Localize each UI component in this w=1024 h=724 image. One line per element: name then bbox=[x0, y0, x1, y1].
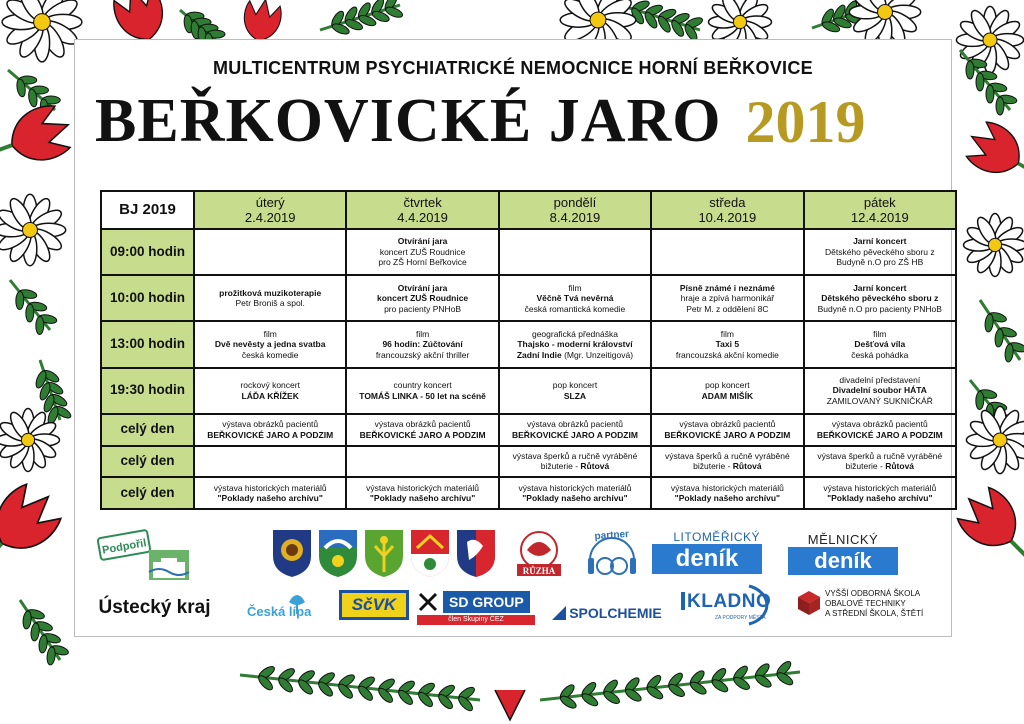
sd-group-sub: člen Skupiny ČEZ bbox=[417, 615, 535, 625]
cell-text: Zadní Indie bbox=[516, 349, 562, 360]
cell-line bbox=[502, 350, 648, 361]
red-tulip-icon bbox=[0, 476, 69, 580]
day-header-2 bbox=[346, 191, 498, 229]
program-cell bbox=[346, 321, 498, 367]
cell-text: pro pacienty PNHoB bbox=[384, 303, 462, 314]
program-cell bbox=[346, 477, 498, 509]
cell-text: Taxi 5 bbox=[715, 339, 740, 350]
program-cell bbox=[651, 229, 803, 275]
podporil-emblem-icon bbox=[97, 528, 192, 582]
cell-line bbox=[502, 304, 648, 315]
cell-text: rockový koncert bbox=[240, 380, 300, 391]
row-time-label: celý den bbox=[101, 477, 194, 509]
cell-line bbox=[349, 293, 495, 304]
daisy-flower-icon bbox=[2, 0, 82, 62]
cell-text: TOMÁŠ LINKA - 50 let na scéně bbox=[359, 390, 486, 401]
coat-of-arms-icon-5 bbox=[457, 530, 495, 577]
cell-line bbox=[502, 461, 648, 472]
day-date: 4.4.2019 bbox=[397, 210, 448, 225]
cell-text: výstava obrázků pacientů bbox=[831, 419, 928, 430]
cell-text: film bbox=[568, 282, 582, 293]
day-date: 2.4.2019 bbox=[244, 210, 296, 225]
program-cell bbox=[804, 275, 956, 321]
partner-text: partner bbox=[594, 528, 630, 543]
cell-text: geografická přednáška bbox=[531, 328, 618, 339]
cell-line bbox=[502, 451, 648, 462]
cell-text: výstava historických materiálů bbox=[213, 482, 327, 493]
day-name: úterý bbox=[255, 195, 285, 210]
cell-line bbox=[349, 247, 495, 258]
daisy-flower-icon bbox=[956, 6, 1023, 73]
cell-text: "Poklady našeho archívu" bbox=[217, 493, 323, 504]
cell-line bbox=[654, 451, 800, 462]
day-date: 8.4.2019 bbox=[549, 210, 601, 225]
partner-emblem-icon bbox=[582, 524, 642, 586]
cell-text: country koncert bbox=[393, 380, 452, 391]
cell-text: Petr Broniš a spol. bbox=[235, 298, 305, 309]
program-cell bbox=[499, 446, 651, 478]
cell-line bbox=[502, 339, 648, 350]
table-row bbox=[101, 477, 956, 509]
melnicky-denik-logo bbox=[788, 532, 898, 580]
cell-text: SLZA bbox=[563, 390, 587, 401]
program-cell bbox=[804, 321, 956, 367]
program-cell bbox=[651, 477, 803, 509]
coat-of-arms-icon-1 bbox=[273, 530, 311, 577]
cell-text: "Poklady našeho archívu" bbox=[827, 493, 933, 504]
cell-line bbox=[349, 493, 495, 504]
daisy-flower-icon bbox=[966, 406, 1024, 473]
cell-line bbox=[502, 430, 648, 441]
cell-line bbox=[654, 380, 800, 391]
vos-cube-icon bbox=[797, 590, 821, 616]
cell-text: bižuterie - bbox=[540, 461, 581, 472]
cell-text: Otvírání jara bbox=[397, 282, 448, 293]
cell-line bbox=[654, 419, 800, 430]
program-cell bbox=[804, 446, 956, 478]
table-header-row bbox=[101, 191, 956, 229]
cell-text: Dešťová víla bbox=[854, 339, 906, 350]
cell-text: výstava šperků a ručně vyráběné bbox=[817, 450, 943, 461]
cell-line bbox=[807, 329, 953, 340]
podporil-logo bbox=[97, 528, 192, 582]
cell-line bbox=[807, 236, 953, 247]
title-block bbox=[95, 86, 865, 157]
cell-line bbox=[197, 298, 343, 309]
table-row bbox=[101, 229, 956, 275]
kladno-label: KLADNO bbox=[687, 591, 772, 612]
cell-text: BEŘKOVICKÉ JARO A PODZIM bbox=[512, 429, 638, 440]
red-tulip-icon bbox=[960, 116, 1024, 194]
cell-text: výstava historických materiálů bbox=[823, 482, 937, 493]
cell-line bbox=[654, 430, 800, 441]
cell-line bbox=[807, 483, 953, 494]
cell-text: výstava obrázků pacientů bbox=[222, 419, 319, 430]
cell-line bbox=[349, 430, 495, 441]
coat-of-arms-icon-3 bbox=[365, 530, 403, 577]
litomericky-denik-label: deník bbox=[652, 544, 762, 574]
cell-line bbox=[654, 391, 800, 402]
cell-text: výstava šperků a ručně vyráběné bbox=[512, 450, 638, 461]
program-cell bbox=[194, 321, 346, 367]
program-cell bbox=[194, 275, 346, 321]
day-header-3 bbox=[499, 191, 651, 229]
cell-text-extra: Růtová bbox=[580, 461, 610, 472]
cell-text: francouzský akční thriller bbox=[375, 349, 470, 360]
cell-text: ZAMILOVANÝ SUKNIČKÁŘ bbox=[826, 395, 933, 406]
table-row bbox=[101, 368, 956, 414]
cell-line bbox=[807, 461, 953, 472]
program-cell bbox=[651, 368, 803, 414]
cell-line bbox=[654, 493, 800, 504]
scvk-logo: SčVK bbox=[339, 590, 409, 620]
program-cell bbox=[499, 477, 651, 509]
cell-text: Dětského pěveckého sboru z bbox=[821, 293, 939, 304]
row-time-label: 10:00 hodin bbox=[101, 275, 194, 321]
cell-line bbox=[349, 483, 495, 494]
cell-line bbox=[349, 350, 495, 361]
melnicky-label: MĚLNICKÝ bbox=[807, 532, 879, 547]
cell-text: koncert ZUŠ Roudnice bbox=[379, 246, 466, 257]
event-year: 2019 bbox=[745, 89, 866, 155]
table-corner-label: BJ 2019 bbox=[101, 191, 194, 229]
program-cell bbox=[499, 414, 651, 446]
cell-text: divadelní představení bbox=[839, 374, 921, 385]
cell-text: prožitková muzikoterapie bbox=[219, 287, 322, 298]
day-header-1 bbox=[194, 191, 346, 229]
cell-line bbox=[807, 385, 953, 396]
ceska-lipa-emblem-icon bbox=[245, 588, 329, 622]
day-date: 10.4.2019 bbox=[698, 210, 757, 225]
cell-line bbox=[502, 293, 648, 304]
cell-line bbox=[807, 339, 953, 350]
cell-text: výstava obrázků pacientů bbox=[374, 419, 471, 430]
day-name: čtvrtek bbox=[403, 195, 442, 210]
ceska-lipa-text: Česká lípa bbox=[247, 604, 312, 619]
cell-line bbox=[807, 257, 953, 268]
cell-text: bižuterie - bbox=[845, 461, 886, 472]
program-cell bbox=[194, 414, 346, 446]
program-cell bbox=[346, 414, 498, 446]
cell-line bbox=[807, 293, 953, 304]
program-cell bbox=[804, 414, 956, 446]
vos-stetí-logo bbox=[795, 586, 955, 626]
cell-line bbox=[807, 247, 953, 258]
program-cell bbox=[346, 229, 498, 275]
ruzha-text: RŮZHA bbox=[522, 566, 556, 576]
program-cell bbox=[651, 446, 803, 478]
day-date: 12.4.2019 bbox=[850, 210, 909, 225]
program-cell bbox=[194, 368, 346, 414]
cell-line bbox=[654, 293, 800, 304]
day-name: pátek bbox=[863, 195, 896, 210]
cell-text: "Poklady našeho archívu" bbox=[369, 493, 476, 504]
cell-text: Věčně Tvá nevěrná bbox=[536, 293, 614, 304]
municipal-coats-of-arms bbox=[271, 528, 501, 578]
cell-line bbox=[502, 329, 648, 340]
cell-line bbox=[349, 257, 495, 268]
row-time-label: 19:30 hodin bbox=[101, 368, 194, 414]
cell-text: BEŘKOVICKÉ JARO A PODZIM bbox=[816, 429, 943, 440]
cell-text: pop koncert bbox=[705, 380, 750, 391]
program-cell bbox=[346, 446, 498, 478]
red-tulip-icon bbox=[0, 100, 77, 177]
coat-of-arms-icon-2 bbox=[319, 530, 357, 577]
cell-line bbox=[654, 329, 800, 340]
cell-text: výstava obrázků pacientů bbox=[527, 419, 623, 430]
cell-line bbox=[654, 339, 800, 350]
program-cell bbox=[346, 368, 498, 414]
partner-logo bbox=[582, 524, 642, 586]
day-header-5 bbox=[804, 191, 956, 229]
cell-text: pop koncert bbox=[552, 380, 598, 391]
table-row bbox=[101, 414, 956, 446]
cell-text: Dětského pěveckého sboru z bbox=[824, 246, 935, 257]
kladno-logo bbox=[675, 582, 785, 628]
cell-text: 96 hodin: Zúčtování bbox=[382, 339, 463, 350]
cell-line bbox=[349, 419, 495, 430]
row-time-label: 09:00 hodin bbox=[101, 229, 194, 275]
cell-line bbox=[807, 375, 953, 386]
sd-group-label: SD GROUP bbox=[443, 591, 530, 613]
cell-line bbox=[807, 350, 953, 361]
bottom-tulip-icon bbox=[495, 690, 525, 720]
cell-text: výstava historických materiálů bbox=[366, 482, 480, 493]
ruzha-logo bbox=[511, 528, 567, 578]
program-cell bbox=[651, 275, 803, 321]
cell-line bbox=[197, 483, 343, 494]
cell-text: film bbox=[720, 328, 734, 339]
cell-line bbox=[807, 419, 953, 430]
kladno-sub: ZA PODPORY MĚSTA bbox=[715, 615, 766, 621]
cell-text: Písně známé i neznámé bbox=[679, 282, 775, 293]
vos-line-3: A STŘEDNÍ ŠKOLA, ŠTĚTÍ bbox=[825, 609, 924, 618]
cell-line bbox=[654, 304, 800, 315]
litomericky-denik-logo bbox=[652, 530, 762, 578]
cell-text: Divadelní soubor HÁTA bbox=[832, 385, 927, 396]
daisy-flower-icon bbox=[0, 194, 66, 265]
cell-text: "Poklady našeho archívu" bbox=[522, 493, 628, 504]
program-cell bbox=[804, 477, 956, 509]
organizer-subtitle: MULTICENTRUM PSYCHIATRICKÉ NEMOCNICE HORNÍ BEŘKOVICE bbox=[213, 58, 813, 78]
cell-line bbox=[807, 493, 953, 504]
cell-line bbox=[349, 391, 495, 402]
podporil-text: Podpořil bbox=[101, 537, 148, 557]
table-row bbox=[101, 321, 956, 367]
program-cell bbox=[346, 275, 498, 321]
row-time-label: 13:00 hodin bbox=[101, 321, 194, 367]
cell-line bbox=[197, 419, 343, 430]
vos-text bbox=[825, 589, 923, 619]
cell-line bbox=[807, 283, 953, 294]
program-cell bbox=[194, 446, 346, 478]
cell-line bbox=[349, 329, 495, 340]
sd-group-logo bbox=[417, 590, 535, 626]
cell-line bbox=[654, 283, 800, 294]
cell-text: film bbox=[263, 328, 277, 339]
table-row bbox=[101, 275, 956, 321]
cell-text: pro ZŠ Horní Beřkovice bbox=[378, 257, 467, 268]
cell-line bbox=[197, 329, 343, 340]
row-time-label: celý den bbox=[101, 446, 194, 478]
melnicky-denik-label: deník bbox=[788, 547, 898, 575]
ustecky-kraj-logo: Ústecký kraj bbox=[98, 597, 211, 618]
cell-text: film bbox=[415, 328, 430, 339]
cell-text: LÁĎA KŘÍŽEK bbox=[241, 390, 299, 401]
cell-line bbox=[502, 391, 648, 402]
cell-line bbox=[654, 483, 800, 494]
day-header-4 bbox=[651, 191, 803, 229]
cell-text: film bbox=[873, 328, 887, 339]
cell-text: BEŘKOVICKÉ JARO A PODZIM bbox=[359, 429, 486, 440]
cell-line bbox=[349, 236, 495, 247]
cell-text: Jarní koncert bbox=[853, 282, 907, 293]
cell-text: Otvírání jara bbox=[397, 236, 448, 247]
cell-line bbox=[807, 430, 953, 441]
daisy-flower-icon bbox=[964, 214, 1024, 277]
cell-text: BEŘKOVICKÉ JARO A PODZIM bbox=[664, 429, 791, 440]
spolchemie-logo bbox=[543, 602, 671, 624]
cell-text: výstava šperků a ručně vyráběné bbox=[665, 450, 790, 461]
cell-text: výstava obrázků pacientů bbox=[679, 419, 776, 430]
cell-line bbox=[502, 493, 648, 504]
litomericky-label: LITOMĚŘICKÝ bbox=[673, 530, 760, 544]
cell-text: Jarní koncert bbox=[853, 236, 907, 247]
cell-line bbox=[197, 350, 343, 361]
cell-text: výstava historických materiálů bbox=[670, 482, 784, 493]
poster-panel bbox=[74, 39, 952, 637]
cell-text: Petr M. z oddělení 8C bbox=[686, 303, 769, 314]
cell-text: "Poklady našeho archívu" bbox=[674, 493, 781, 504]
program-cell bbox=[499, 368, 651, 414]
cell-line bbox=[197, 288, 343, 299]
cell-line bbox=[807, 451, 953, 462]
program-cell bbox=[499, 275, 651, 321]
program-table bbox=[100, 190, 957, 510]
cell-line bbox=[197, 339, 343, 350]
cell-text: francouzská akční komedie bbox=[675, 349, 779, 360]
cell-text-extra: Růtová bbox=[885, 461, 915, 472]
cell-line bbox=[197, 493, 343, 504]
cell-text-extra: (Mgr. Unzeitigová) bbox=[561, 349, 634, 360]
cell-text: bižuterie - bbox=[693, 461, 733, 472]
program-cell bbox=[194, 229, 346, 275]
cell-text: Thajsko - moderní království bbox=[517, 339, 633, 350]
cell-line bbox=[349, 339, 495, 350]
day-name: středa bbox=[709, 195, 746, 210]
cell-line bbox=[197, 430, 343, 441]
hammer-pick-icon bbox=[417, 591, 439, 613]
ceska-lipa-logo bbox=[245, 588, 329, 622]
spolchemie-label: SPOLCHEMIE bbox=[569, 605, 662, 621]
cell-line bbox=[807, 396, 953, 407]
program-cell bbox=[804, 368, 956, 414]
cell-text: koncert ZUŠ Roudnice bbox=[377, 293, 469, 304]
cell-line bbox=[502, 483, 648, 494]
cell-text: hraje a zpívá harmonikář bbox=[680, 293, 775, 304]
program-cell bbox=[651, 414, 803, 446]
program-cell bbox=[499, 229, 651, 275]
row-time-label: celý den bbox=[101, 414, 194, 446]
cell-text: výstava historických materiálů bbox=[518, 482, 632, 493]
cell-text: Budyně n.O pro pacienty PNHoB bbox=[817, 303, 942, 314]
cell-text-extra: Růtová bbox=[732, 461, 762, 472]
cell-line bbox=[197, 391, 343, 402]
ruzha-emblem-icon bbox=[511, 528, 567, 578]
cell-line bbox=[197, 380, 343, 391]
sponsor-logos bbox=[75, 510, 951, 638]
cell-text: Dvě nevěsty a jedna svatba bbox=[214, 339, 326, 350]
cell-line bbox=[654, 461, 800, 472]
cell-line bbox=[349, 380, 495, 391]
cell-text: česká komedie bbox=[241, 349, 299, 360]
cell-text: ADAM MIŠÍK bbox=[701, 390, 754, 401]
cell-text: česká pohádka bbox=[851, 349, 909, 360]
cell-line bbox=[654, 350, 800, 361]
vos-line-1: VYŠŠÍ ODBORNÁ ŠKOLA bbox=[825, 589, 921, 598]
day-name: pondělí bbox=[553, 195, 597, 210]
program-cell bbox=[804, 229, 956, 275]
red-tulip-icon bbox=[950, 480, 1024, 575]
spolchemie-emblem-icon bbox=[552, 606, 566, 620]
cell-line bbox=[807, 304, 953, 315]
cell-line bbox=[502, 283, 648, 294]
cell-text: česká romantická komedie bbox=[524, 303, 626, 314]
cell-line bbox=[349, 283, 495, 294]
vos-line-2: OBALOVÉ TECHNIKY bbox=[825, 599, 906, 608]
event-title: BEŘKOVICKÉ JARO bbox=[95, 87, 722, 155]
program-cell bbox=[499, 321, 651, 367]
cell-line bbox=[502, 380, 648, 391]
table-row bbox=[101, 446, 956, 478]
cell-text: BEŘKOVICKÉ JARO A PODZIM bbox=[207, 429, 334, 440]
program-cell bbox=[194, 477, 346, 509]
program-cell bbox=[651, 321, 803, 367]
coat-of-arms-icon-4 bbox=[411, 530, 449, 577]
cell-text: Budyně n.O pro ZŠ HB bbox=[836, 257, 924, 268]
cell-line bbox=[502, 419, 648, 430]
cell-line bbox=[349, 304, 495, 315]
